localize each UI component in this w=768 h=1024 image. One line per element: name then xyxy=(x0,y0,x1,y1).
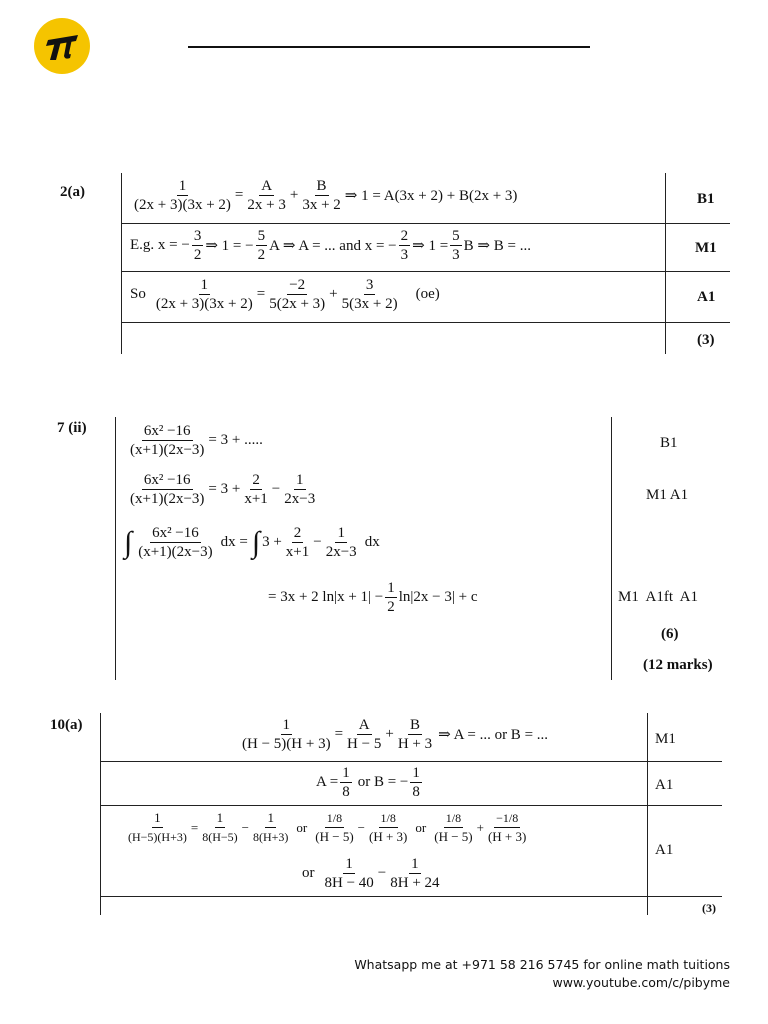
q7-line4-result: = 3x + 2 ln|x + 1| − $\frac{1}{2}$ ln|2x − 3| + c xyxy=(268,580,478,615)
table-divider xyxy=(121,223,730,224)
header-rule xyxy=(188,46,590,48)
subtotal-marks: (6) xyxy=(661,626,679,642)
table-border xyxy=(665,173,666,354)
q7-line3-integral: ∫ $\frac{\text{6x² −16}}{(x+1)(2x-3)}$ dx = ∫ 3 + $\frac{2}{x+1}$ − $\frac{1}{2x-3}$ dx xyxy=(124,525,380,560)
question-number-10a: 10(a) xyxy=(50,717,83,733)
table-divider xyxy=(121,271,730,272)
mark-m1-a1ft-a1: M1 A1ft A1 xyxy=(618,589,699,605)
mark-a1: A1 xyxy=(655,777,674,793)
total-marks: (12 marks) xyxy=(643,657,713,673)
table-divider xyxy=(121,322,730,323)
footer-whatsapp: Whatsapp me at +971 58 216 5745 for online math tuitions xyxy=(354,957,730,972)
brand-logo xyxy=(34,18,90,74)
mark-b1: B1 xyxy=(697,191,715,207)
q10-equation-row1: $\frac{1}{(H - 5)(H + 3)}$ = $\frac{A}{H - 5}$ + $\frac{B}{H + 3}$ ⇒ A = ... or B = ... xyxy=(242,717,549,752)
mark-b1: B1 xyxy=(660,435,678,451)
table-divider xyxy=(100,896,722,897)
question-number-2a: 2(a) xyxy=(60,184,85,200)
q2-equation-row2: E.g. x = − $\frac{3}{2}$ ⇒ 1 = − $\frac{5}{2}$ A ⇒ A = ... and x = − $\frac{2}{3}$ ⇒ 1 = $\frac{5}{3}$ B ⇒ B = ... xyxy=(130,228,531,263)
q2-equation-row3: So $\frac{1}{(2x + 3)(3x + 2)}$ = $\frac{-2}{5(2x + 3)}$ + $\frac{3}{5(3x + 2)}$ (oe) xyxy=(130,277,440,312)
question-number-7ii: 7 (ii) xyxy=(57,420,87,436)
total-marks: (3) xyxy=(697,332,715,348)
mark-m1: M1 xyxy=(695,240,717,256)
q7-line2: $\frac{\text{6x² −16}}{(x+1)(2x-3)}$ = 3 + $\frac{2}{x+1}$ − $\frac{1}{2x-3}$ xyxy=(130,472,316,507)
table-border xyxy=(611,417,612,680)
table-divider xyxy=(100,805,722,806)
q10-equation-row3b: or $\frac{1}{8H - 40}$ − $\frac{1}{8H + 24}$ xyxy=(302,856,440,891)
table-border xyxy=(121,173,122,354)
q10-equation-row2: A = $\frac{1}{8}$ or B = − $\frac{1}{8}$ xyxy=(316,765,420,800)
mark-a1: A1 xyxy=(697,289,716,305)
q10-equation-row3: $\frac{1}{(H-5)(H+3)}$ = $\frac{1}{8(H-5)}$ − $\frac{1}{8(H+3)}$ or $\frac{1/8}{(H - 5)}$ − $\frac{1/8}{(H + 3)}$ or $\frac{1/8}{(H - 5)}$ + $\frac{-1/8}{(H + 3)}$ xyxy=(128,810,527,844)
mark-m1-a1: M1 A1 xyxy=(646,487,689,503)
mark-a1: A1 xyxy=(655,842,674,858)
integral-sign-icon: ∫ xyxy=(251,525,261,559)
total-marks: (3) xyxy=(702,901,716,915)
table-border xyxy=(115,417,116,680)
q7-line1: $\frac{\text{6x² −16}}{(x+1)(2x-3)}$ = 3 + ..... xyxy=(130,423,263,458)
table-border xyxy=(100,713,101,915)
table-divider xyxy=(100,761,722,762)
pi-logo-icon xyxy=(34,18,90,74)
footer-youtube-link[interactable]: www.youtube.com/c/pibyme xyxy=(552,975,730,990)
table-border xyxy=(647,713,648,915)
q2-equation-row1: $\frac{1}{(2x + 3)(3x + 2)}$ = $\frac{A}{2x + 3}$ + $\frac{B}{3x + 2}$ ⇒ 1 = A(3x + 2) + B(2x + 3) xyxy=(134,178,518,213)
mark-m1: M1 xyxy=(655,731,676,747)
integral-sign-icon: ∫ xyxy=(124,525,133,559)
